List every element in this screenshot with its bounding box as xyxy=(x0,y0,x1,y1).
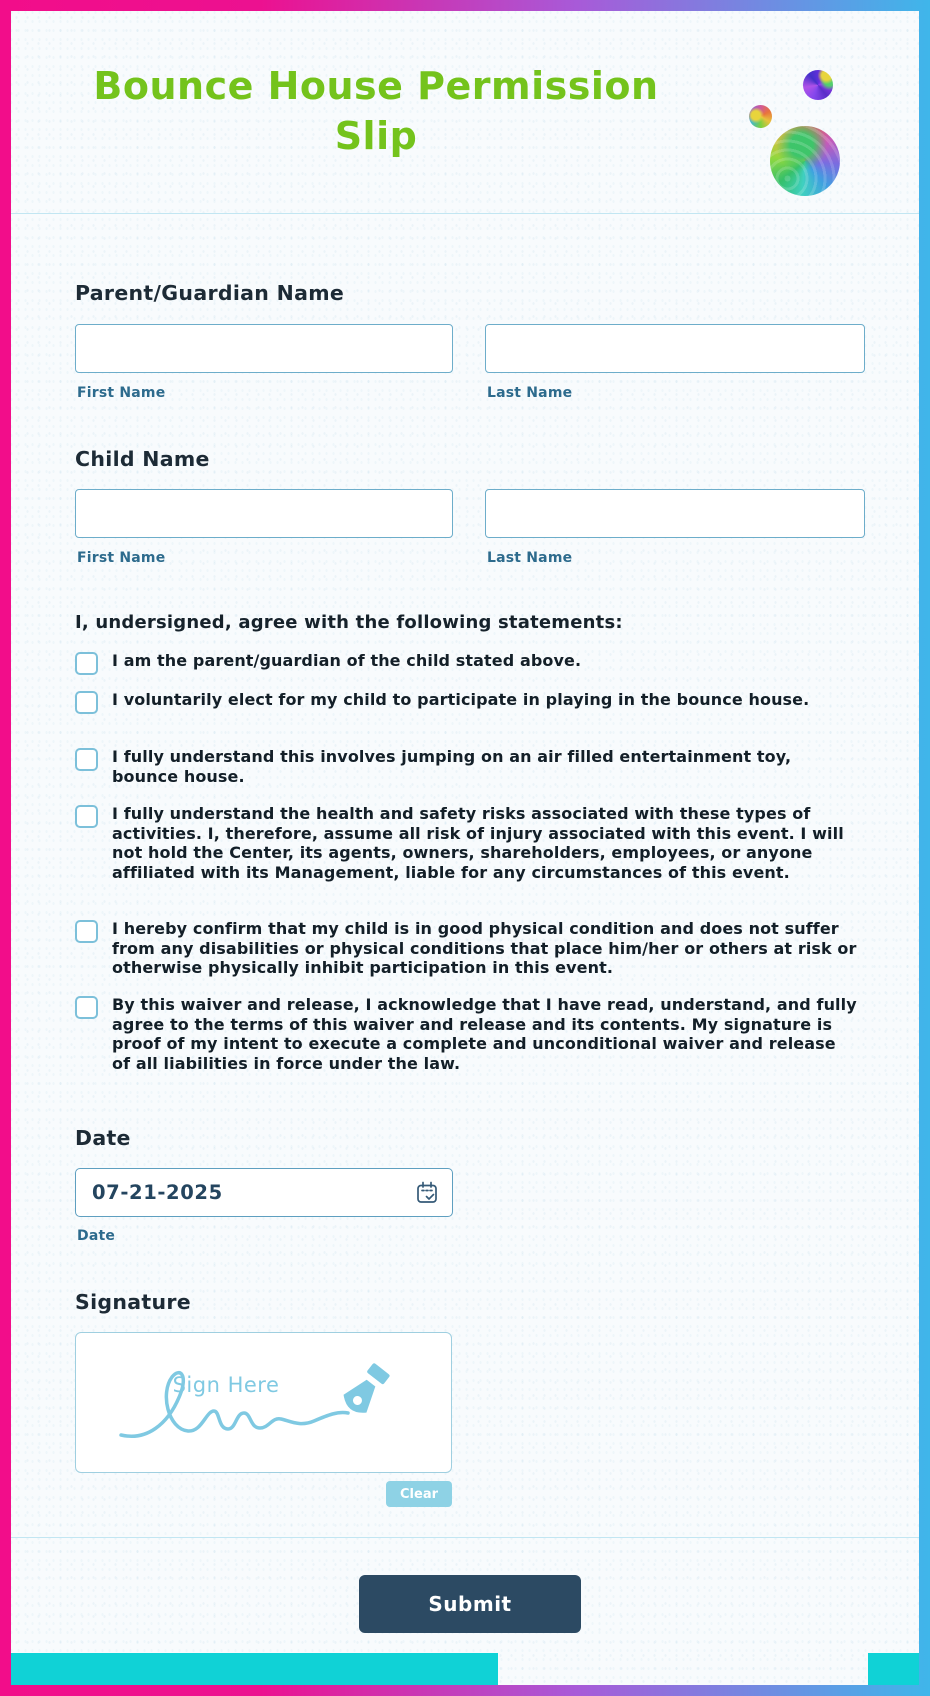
statement-item-2 xyxy=(75,690,857,710)
date-value: 07-21-2025 xyxy=(92,1181,223,1204)
child-last-name-sublabel: Last Name xyxy=(487,550,573,566)
child-first-name-input[interactable] xyxy=(75,489,453,538)
statement-text-4: I fully understand the health and safety risks associated with these types of activities. I, therefore, assume all risk of injury associated with this event. I will not hold the Center, its agents, owners, shareholders, employees, or anyone affiliated with its Management, liable for any circumstances of this event. xyxy=(112,804,844,882)
submit-button[interactable]: Submit xyxy=(359,1575,581,1633)
parent-first-name-sublabel: First Name xyxy=(77,385,166,401)
child-first-name-sublabel: First Name xyxy=(77,550,166,566)
calendar-check-icon[interactable] xyxy=(414,1180,440,1206)
sign-here-placeholder: Sign Here xyxy=(172,1373,280,1397)
rainbow-ball-purple-decor xyxy=(803,70,833,100)
parent-last-name-sublabel: Last Name xyxy=(487,385,573,401)
statement-text-5: I hereby confirm that my child is in good physical condition and does not suffer from any disabilities or physical conditions that place him/her or others at risk or otherwise physically inhibit participation in this event. xyxy=(112,919,857,977)
statement-checkbox-5[interactable] xyxy=(75,920,98,943)
statements-heading: I, undersigned, agree with the following statements: xyxy=(75,612,623,633)
statement-item-4 xyxy=(75,804,857,882)
parent-first-name-input[interactable] xyxy=(75,324,453,373)
header-divider xyxy=(11,213,919,214)
parent-name-label: Parent/Guardian Name xyxy=(75,281,345,305)
statement-checkbox-1[interactable] xyxy=(75,652,98,675)
statement-text-1: I am the parent/guardian of the child stated above. xyxy=(112,651,582,670)
pen-nib-icon xyxy=(76,1333,451,1472)
statement-checkbox-2[interactable] xyxy=(75,691,98,714)
clear-signature-button[interactable]: Clear xyxy=(386,1481,452,1507)
statement-checkbox-3[interactable] xyxy=(75,748,98,771)
rainbow-ball-large-decor xyxy=(770,126,840,196)
rainbow-ball-small-decor xyxy=(749,105,772,128)
signature-label: Signature xyxy=(75,1290,192,1314)
statement-item-6 xyxy=(75,995,857,1073)
bottom-cyan-strip-left xyxy=(11,1653,498,1685)
statement-text-6: By this waiver and release, I acknowledge that I have read, understand, and fully agree to the terms of this waiver and release and its contents. My signature is proof of my intent to execute a complete and unconditional waiver and release of all liabilities in force under the law. xyxy=(112,995,857,1073)
statement-item-3 xyxy=(75,747,857,786)
signature-pad[interactable] xyxy=(75,1332,452,1473)
child-last-name-input[interactable] xyxy=(485,489,865,538)
statement-checkbox-6[interactable] xyxy=(75,996,98,1019)
footer-divider xyxy=(11,1537,919,1538)
child-name-label: Child Name xyxy=(75,447,210,471)
bottom-cyan-strip-right xyxy=(868,1653,919,1685)
date-sublabel: Date xyxy=(77,1228,116,1244)
date-label: Date xyxy=(75,1126,131,1150)
statement-item-1 xyxy=(75,651,857,671)
page-title: Bounce House Permission Slip xyxy=(93,64,659,159)
statement-text-2: I voluntarily elect for my child to participate in playing in the bounce house. xyxy=(112,690,810,709)
statement-checkbox-4[interactable] xyxy=(75,805,98,828)
statement-text-3: I fully understand this involves jumping on an air filled entertainment toy, bounce house. xyxy=(112,747,792,786)
parent-last-name-input[interactable] xyxy=(485,324,865,373)
date-input[interactable] xyxy=(75,1168,453,1217)
statement-item-5 xyxy=(75,919,857,978)
